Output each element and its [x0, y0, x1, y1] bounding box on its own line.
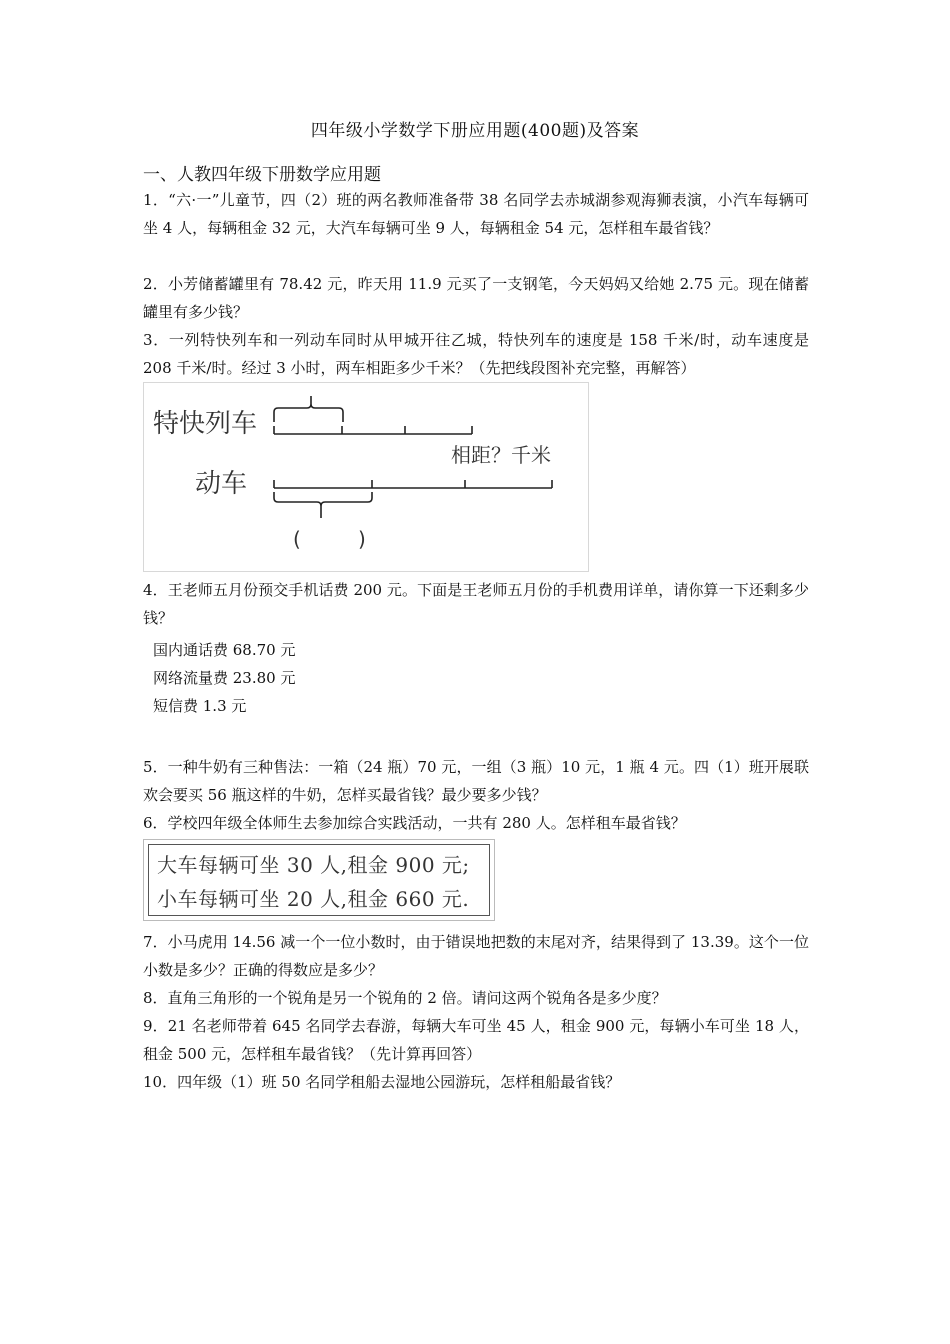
bullet-train-label: 动车: [195, 469, 248, 499]
distance-label: 相距？千米: [451, 443, 551, 467]
question-3: 3．一列特快列车和一列动车同时从甲城开往乙城，特快列车的速度是 158 千米/时，动车速度是 208 千米/时。经过 3 小时，两车相距多少千米？（先把线段图补充完整，再解答）: [143, 331, 809, 377]
bill-data-traffic: 网络流量费 23.80 元: [153, 669, 296, 687]
large-bus-info: 大车每辆可坐 30 人,租金 900 元;: [157, 853, 470, 877]
question-1: 1．“六·一”儿童节，四（2）班的两名教师准备带 38 名同学去赤城湖参观海狮表演，小汽车每辆可坐 4 人，每辆租金 32 元，大汽车每辆可坐 9 人，每辆租金 54 元，怎样租车最省钱？: [143, 191, 809, 237]
question-8: 8．直角三角形的一个锐角是另一个锐角的 2 倍。请问这两个锐角各是多少度？: [143, 989, 667, 1007]
line-segment-diagram: [143, 382, 589, 572]
bill-sms: 短信费 1.3 元: [153, 697, 247, 715]
small-bus-info: 小车每辆可坐 20 人,租金 660 元.: [157, 887, 470, 911]
question-5: 5．一种牛奶有三种售法：一箱（24 瓶）70 元，一组（3 瓶）10 元，1 瓶 4 元。四（1）班开展联欢会要买 56 瓶这样的牛奶，怎样买最省钱？最少要多少钱？: [143, 758, 809, 804]
rental-info-frame: [148, 844, 490, 916]
question-9: 9．21 名老师带着 645 名同学去春游，每辆大车可坐 45 人，租金 900 元，每辆小车可坐 18 人，租金 500 元，怎样租车最省钱？（先计算再回答）: [143, 1017, 809, 1063]
question-7: 7．小马虎用 14.56 减一个一位小数时，由于错误地把数的末尾对齐，结果得到了 13.39。这个一位小数是多少？正确的得数应是多少？: [143, 933, 809, 979]
bill-domestic-call: 国内通话费 68.70 元: [153, 641, 296, 659]
question-10: 10．四年级（1）班 50 名同学租船去湿地公园游玩，怎样租船最省钱？: [143, 1073, 621, 1091]
question-2: 2．小芳储蓄罐里有 78.42 元，昨天用 11.9 元买了一支钢笔，今天妈妈又给她 2.75 元。现在储蓄罐里有多少钱？: [143, 275, 809, 321]
section-heading: 一、人教四年级下册数学应用题: [143, 165, 381, 185]
question-4: 4．王老师五月份预交手机话费 200 元。下面是王老师五月份的手机费用详单，请你算一下还剩多少钱？: [143, 581, 809, 627]
question-6: 6．学校四年级全体师生去参加综合实践活动，一共有 280 人。怎样租车最省钱？: [143, 814, 686, 832]
blank-parentheses: ( ): [293, 527, 366, 551]
page-title: 四年级小学数学下册应用题(400题)及答案: [310, 121, 640, 141]
express-train-label: 特快列车: [153, 409, 258, 439]
rental-info-box: [143, 839, 495, 921]
